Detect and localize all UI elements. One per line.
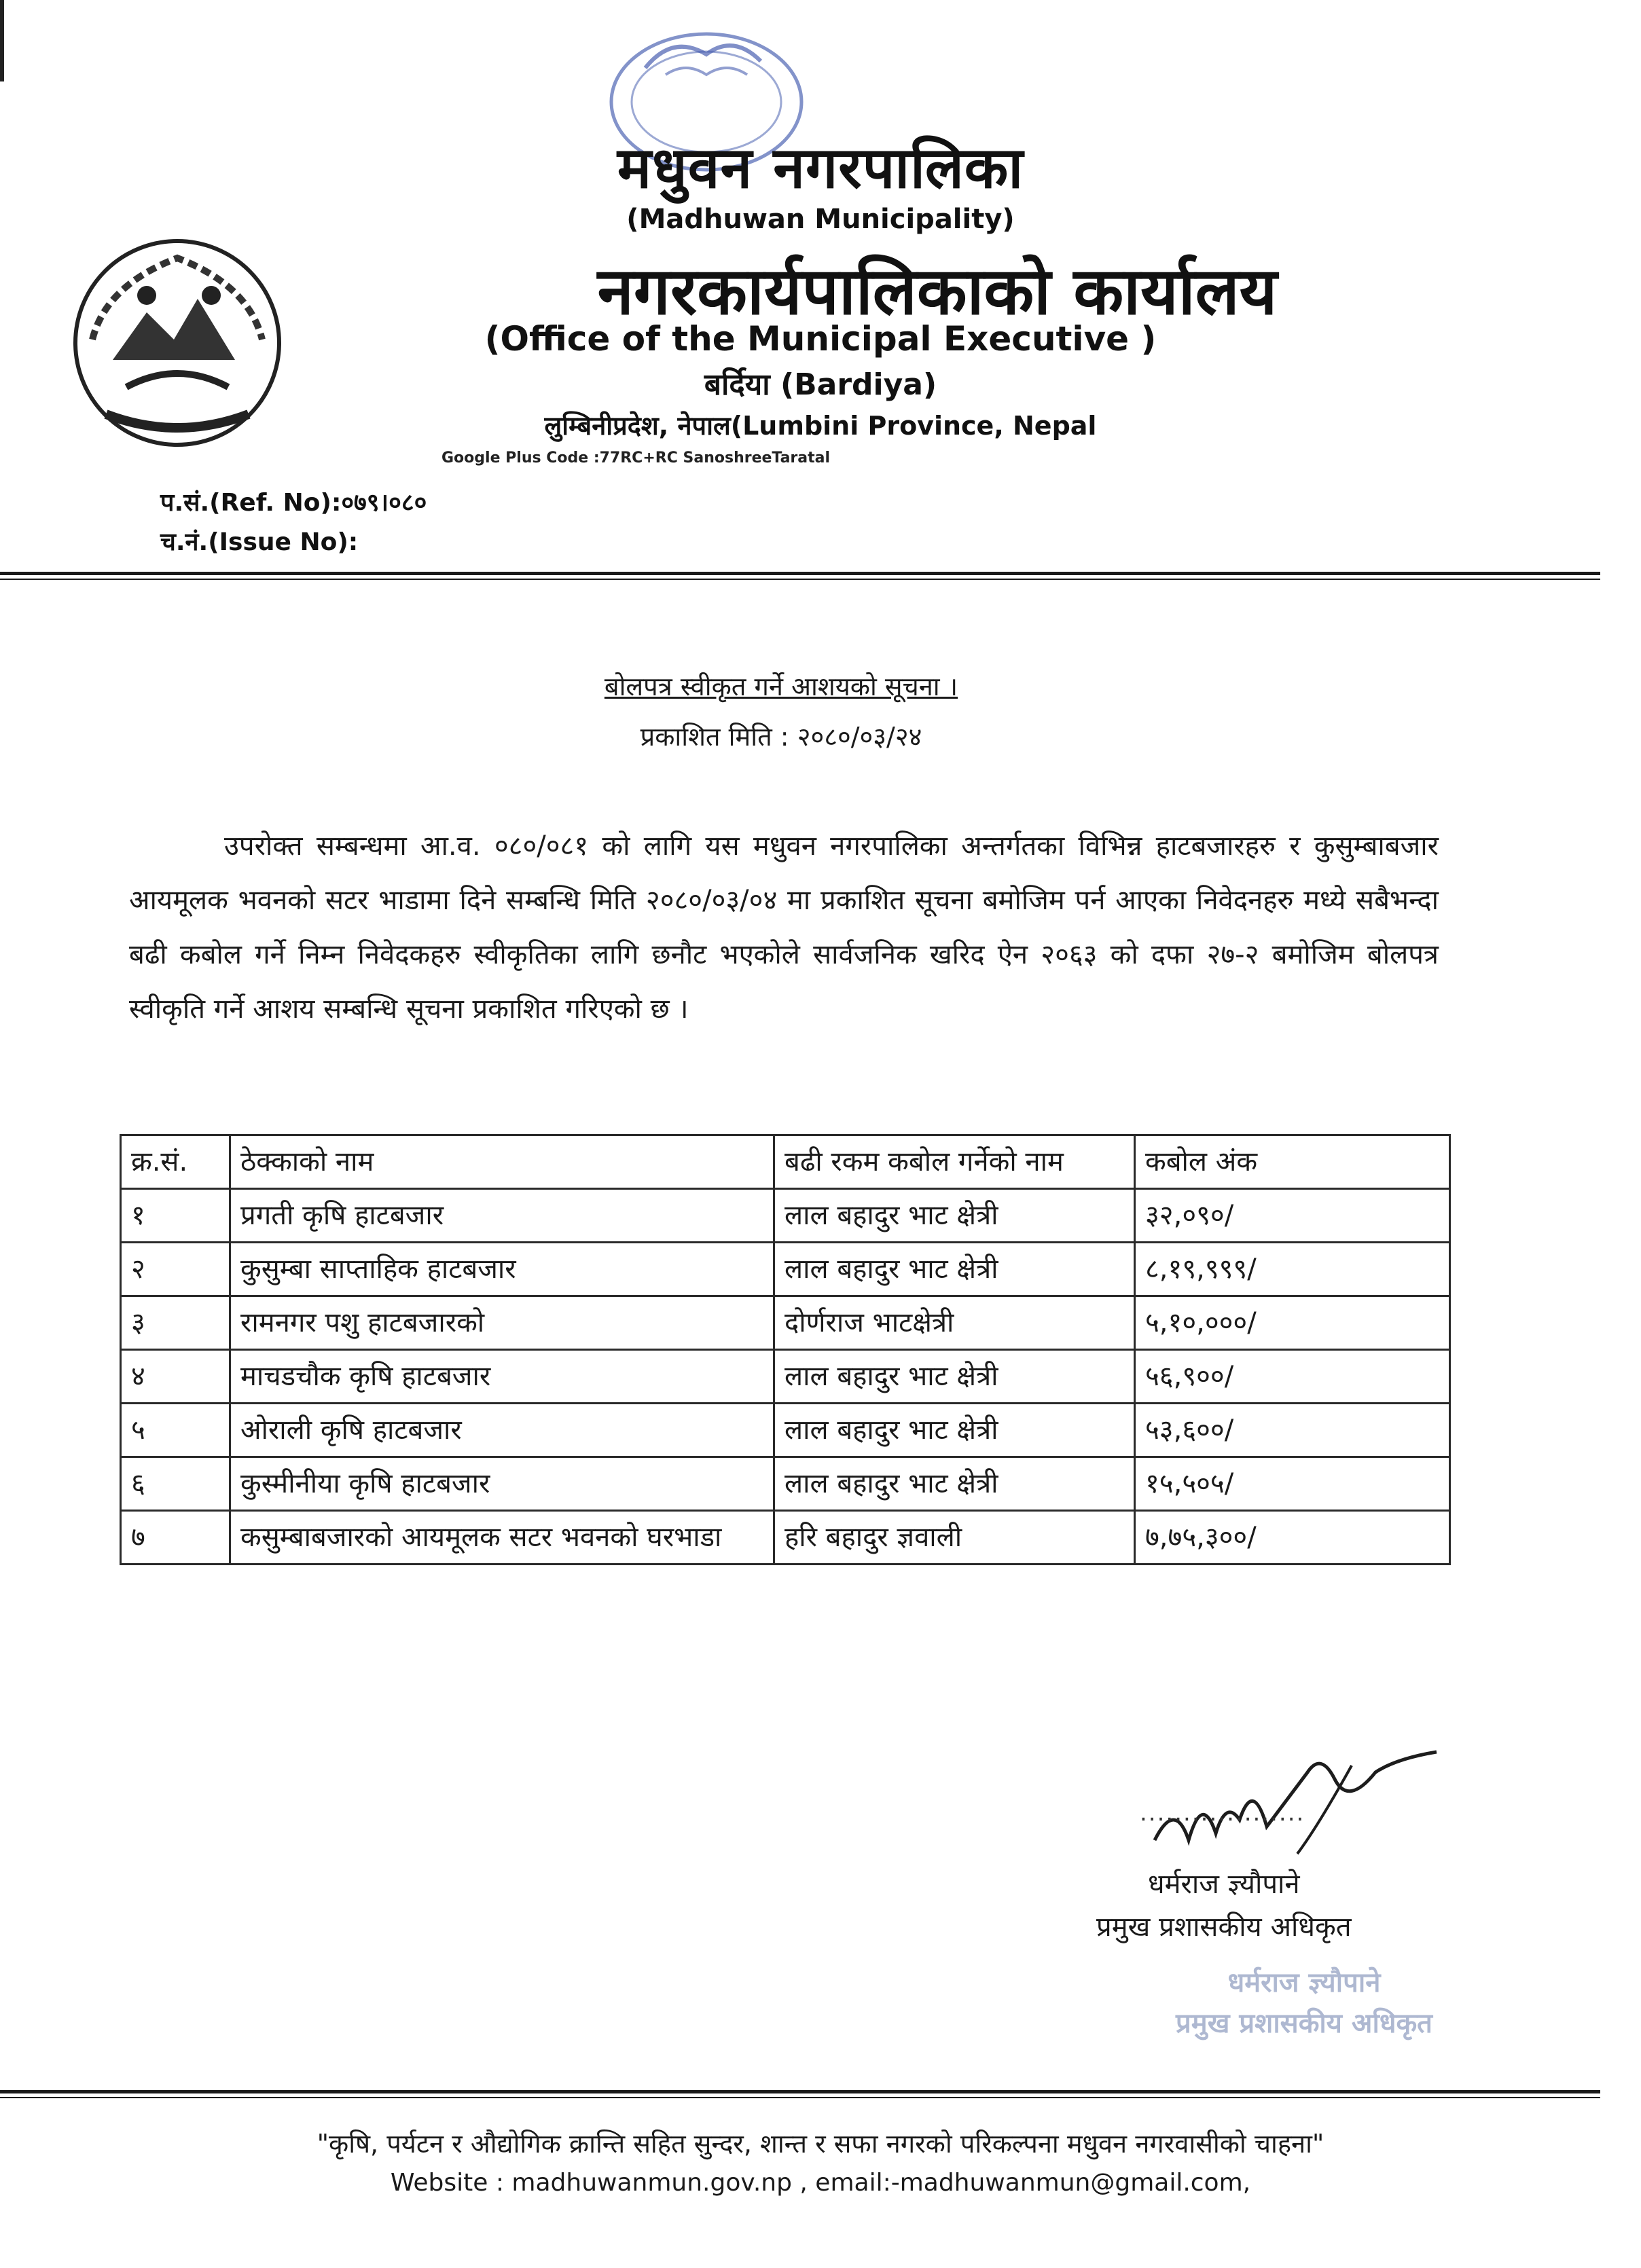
cell-contract-name: कुस्मीनीया कृषि हाटबजार <box>230 1457 774 1511</box>
header-serial: क्र.सं. <box>121 1135 230 1189</box>
office-name-english: (Office of the Municipal Executive ) <box>484 319 1157 359</box>
cell-bid-amount: ८,१९,९९९/ <box>1135 1243 1450 1296</box>
footer-divider-thin <box>0 2097 1600 2098</box>
table-row <box>121 1511 1450 1565</box>
header-bid-amount: कबोल अंक <box>1135 1135 1450 1189</box>
cell-contract-name: कसुम्बाबजारको आयमूलक सटर भवनको घरभाडा <box>230 1511 774 1565</box>
district-name: बर्दिया (Bardiya) <box>704 367 937 402</box>
cell-bidder-name: लाल बहादुर भाट क्षेत्री <box>774 1457 1135 1511</box>
header-contract-name: ठेक्काको नाम <box>230 1135 774 1189</box>
header-divider-thick <box>0 572 1600 575</box>
table-row <box>121 1296 1450 1350</box>
cell-serial: ५ <box>121 1404 230 1457</box>
notice-title: बोलपत्र स्वीकृत गर्ने आशयको सूचना । <box>604 672 958 701</box>
province-name: लुम्बिनीप्रदेश, नेपाल(Lumbini Province, Nepal <box>544 411 1097 441</box>
signature-dotted-line: ................... <box>1140 1799 1305 1827</box>
cell-bid-amount: ५३,६००/ <box>1135 1404 1450 1457</box>
cell-bid-amount: ३२,०९०/ <box>1135 1189 1450 1243</box>
cell-bidder-name: दोर्णराज भाटक्षेत्री <box>774 1296 1135 1350</box>
header-divider-thin <box>0 579 1600 580</box>
table-row <box>121 1404 1450 1457</box>
table-row <box>121 1457 1450 1511</box>
cell-bidder-name: लाल बहादुर भाट क्षेत्री <box>774 1243 1135 1296</box>
table-row <box>121 1243 1450 1296</box>
footer-slogan: "कृषि, पर्यटन र औद्योगिक क्रान्ति सहित सुन्दर, शान्त र सफा नगरको परिकल्पना मधुवन नगरवासीको चाहना" <box>317 2129 1324 2159</box>
cell-serial: ७ <box>121 1511 230 1565</box>
notice-body: उपरोक्त सम्बन्धमा आ.व. ०८०/०८१ को लागि यस मधुवन नगरपालिका अन्तर्गतका विभिन्न हाटबजारहरु र कुसुम्बाबजार आयमूलक भवनको सटर भाडामा दिने सम्बन्धि मिति २०८०/०३/०४ मा प्रकाशित सूचना बमोजिम पर्न आएका निवेदनहरु मध्ये सबैभन्दा बढी कबोल गर्ने निम्न निवेदकहरु स्वीकृतिका लागि छनौट भएकोले सार्वजनिक खरिद ऐन २०६३ को दफा २७-२ बमोजिम बोलपत्र स्वीकृति गर्ने आशय सम्बन्धि सूचना प्रकाशित गरिएको छ । <box>129 830 1439 1025</box>
header-bidder-name: बढी रकम कबोल गर्नेको नाम <box>774 1135 1135 1189</box>
cell-serial: १ <box>121 1189 230 1243</box>
cell-bidder-name: लाल बहादुर भाट क्षेत्री <box>774 1350 1135 1404</box>
cell-bid-amount: १५,५०५/ <box>1135 1457 1450 1511</box>
seal-line-name: धर्मराज ज्ञ्यौपाने <box>1227 1967 1381 1998</box>
google-plus-code: Google Plus Code :77RC+RC SanoshreeTaratal <box>441 450 831 467</box>
bid-results-table <box>120 1134 1451 1565</box>
office-name-nepali: नगरकार्यपालिकाको कार्यालय <box>597 253 1278 329</box>
table-header-row <box>121 1135 1450 1189</box>
footer-contact: Website : madhuwanmun.gov.np , email:-madhuwanmun@gmail.com, <box>390 2169 1251 2197</box>
signer-name: धर्मराज ज्ञ्यौपाने <box>1148 1869 1300 1900</box>
cell-bidder-name: लाल बहादुर भाट क्षेत्री <box>774 1404 1135 1457</box>
cell-contract-name: कुसुम्बा साप्ताहिक हाटबजार <box>230 1243 774 1296</box>
municipality-name-nepali: मधुवन नगरपालिका <box>617 134 1024 201</box>
cell-contract-name: प्रगती कृषि हाटबजार <box>230 1189 774 1243</box>
footer-divider-thick <box>0 2090 1600 2093</box>
table-row <box>121 1189 1450 1243</box>
table-row <box>121 1350 1450 1404</box>
officer-seal-stamp <box>1128 1962 1481 2057</box>
cell-contract-name: माचडचौक कृषि हाटबजार <box>230 1350 774 1404</box>
page-edge-mark <box>0 0 4 81</box>
municipality-name-english: (Madhuwan Municipality) <box>626 204 1015 235</box>
cell-bidder-name: हरि बहादुर ज्ञवाली <box>774 1511 1135 1565</box>
cell-serial: ३ <box>121 1296 230 1350</box>
cell-bid-amount: ७,७५,३००/ <box>1135 1511 1450 1565</box>
cell-contract-name: ओराली कृषि हाटबजार <box>230 1404 774 1457</box>
seal-line-title: प्रमुख प्रशासकीय अधिकृत <box>1176 2008 1432 2039</box>
cell-bidder-name: लाल बहादुर भाट क्षेत्री <box>774 1189 1135 1243</box>
cell-serial: २ <box>121 1243 230 1296</box>
cell-serial: ४ <box>121 1350 230 1404</box>
cell-bid-amount: ५६,९००/ <box>1135 1350 1450 1404</box>
reference-number: प.सं.(Ref. No):०७९।०८० <box>160 489 427 517</box>
cell-bid-amount: ५,१०,०००/ <box>1135 1296 1450 1350</box>
cell-contract-name: रामनगर पशु हाटबजारको <box>230 1296 774 1350</box>
issue-number: च.नं.(Issue No): <box>160 528 359 556</box>
signer-title: प्रमुख प्रशासकीय अधिकृत <box>1096 1912 1352 1943</box>
published-date: प्रकाशित मिति : २०८०/०३/२४ <box>640 722 922 752</box>
cell-serial: ६ <box>121 1457 230 1511</box>
